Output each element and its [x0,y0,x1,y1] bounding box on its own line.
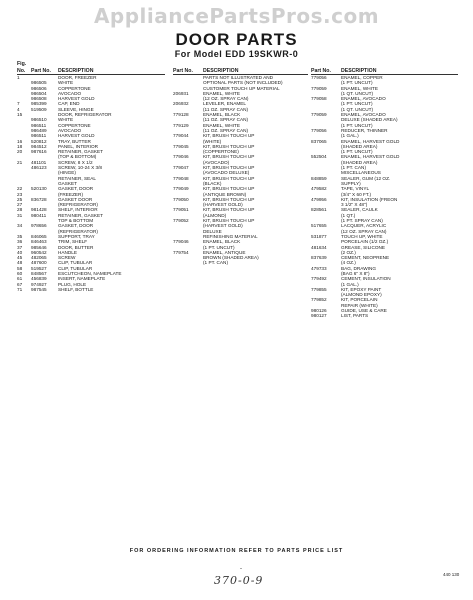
cell-description: (1 PT. UNCUT) [203,244,235,250]
cell-description: (AVOCADO DELUXE) [203,170,250,176]
cell-part-no: 206931 [173,90,189,96]
cell-part-no: 779056 [311,127,327,133]
cell-description: GASKET DOOR [58,196,93,202]
cell-description: SLEEVE, HINGE [58,106,94,112]
parts-list [17,75,165,292]
cell-description: LIST, PARTS [341,313,369,319]
cell-description: KIT, PORCELAIN [341,297,378,303]
cell-description: OPTIONAL PARTS (NOT INCLUDED) [203,80,283,86]
cell-description: BROWN (SHADED AREA) [203,255,259,261]
cell-description: (1 GAL.) [341,133,359,139]
cell-part-no: 986506 [31,85,47,91]
cell-description: SCREW, 8 X 1/2 [58,159,93,165]
cell-part-no: 519527 [31,265,47,271]
cell-part-no: 779044 [173,133,189,139]
cell-description: KIT, BRUSH TOUCH UP [203,133,255,139]
cell-description: (12 OZ. SPRAY CAN) [203,96,249,102]
cell-description: (1 PT. UNCUT) [341,101,373,107]
cell-part-no: 519509 [31,106,47,112]
cell-part-no: 779855 [311,286,327,292]
column-header [173,60,308,75]
parts-list [311,75,458,319]
cell-fig-no: 25 [17,196,23,202]
cell-description: KIT, BRUSH TOUCH UP [203,207,255,213]
cell-description: (1 PT. UNCUT) [341,80,373,86]
cell-part-no: 986508 [31,96,47,102]
cell-description: RETAINER, SEAL [58,175,96,181]
cell-part-no: 836728 [31,196,47,202]
header-fig-no: Fig. No. [17,61,27,74]
cell-description: COPPERTONE [58,85,91,91]
cell-part-no: 779051 [173,207,189,213]
column-header [17,60,165,75]
cell-part-no: 779046 [173,154,189,160]
cell-description: WHITE [58,80,74,86]
watermark: AppliancePartsPros.com [93,4,380,28]
cell-description: ENAMEL, WHITE [203,122,240,128]
cell-part-no: 987616 [31,149,47,155]
cell-description: (COPPERTONE) [203,149,239,155]
cell-description: (1 PT. UNCUT) [341,122,373,128]
cell-part-no: 456839 [31,276,47,282]
cell-description: WHITE [58,117,74,123]
cell-description: AVOCADO [58,127,82,133]
cell-description: MISCELLANEOUS [341,170,381,176]
cell-description: HARVEST GOLD [58,96,95,102]
cell-description: HARVEST GOLD [58,133,95,139]
cell-description: (ALMOND EPOXY) [341,292,382,298]
cell-description: REDUCER, THINNER [341,127,388,133]
cell-part-no: 779754 [173,249,189,255]
cell-part-no: 986489 [31,127,47,133]
cell-part-no: 980127 [311,313,327,319]
cell-description: SEALER, CAULK [341,207,378,213]
cell-description: ENAMEL, HARVEST GOLD [341,138,400,144]
cell-description: DELUXE (SHADED AREA) [341,117,398,123]
cell-description: (1 PT. SPRAY CAN) [341,218,383,224]
cell-part-no: 779048 [173,175,189,181]
cell-part-no [173,260,203,265]
cell-description: DOOR, FREEZER [58,75,97,80]
cell-description: (FREEZER) [58,191,83,197]
cell-part-no: 984512 [31,143,47,149]
cell-description: SHELF, INTERIOR [58,207,98,213]
cell-part-no: 779047 [173,165,189,171]
cell-fig-no: 1 [17,75,20,80]
cell-part-no: 779052 [173,218,189,224]
cell-description: SCREW, 10-24 X 3/8 [58,165,103,171]
cell-part-no: 779128 [173,112,189,118]
cell-part-no: 986510 [31,117,47,123]
parts-column-3 [311,60,458,319]
cell-description: (HARVEST GOLD) [203,223,243,229]
cell-description: (11 OZ. SPRAY CAN) [203,117,249,123]
cell-part-no: 974927 [31,281,47,287]
cell-part-no: 779045 [173,143,189,149]
document-code: 440 130 [443,572,460,577]
cell-description: (AVOCADO) [203,159,230,165]
cell-part-no: 779050 [173,196,189,202]
cell-fig-no: 4 [17,106,20,112]
cell-description: (HARVEST GOLD) [203,202,243,208]
cell-description: (REFRIGERATOR) [58,228,98,234]
cell-description: (4 OZ.) [341,260,356,266]
cell-part-no: 848859 [311,175,327,181]
cell-description: CLIP, TUBULAR [58,265,93,271]
parts-row [17,287,165,292]
cell-fig-no: 58 [17,265,23,271]
page-title: DOOR PARTS [175,30,298,49]
cell-description: DOOR, REFRIGERATOR [58,112,112,118]
cell-description: KIT, BRUSH TOUCH UP [203,175,255,181]
cell-description: (TOP & BOTTOM) [58,154,97,160]
cell-fig-no: 18 [17,143,23,149]
cell-fig-no: 71 [17,286,23,292]
cell-fig-no: 7 [17,101,20,107]
cell-description: KIT, BRUSH TOUCH UP [203,154,255,160]
cell-description: (SHADED AREA) [341,143,378,149]
cell-description: (BAG 6" X 8") [341,270,370,276]
cell-description: TRAY, BUTTER [58,138,91,144]
cell-part-no: 520812 [31,138,47,144]
cell-description: CEMENT, NEOPRENE [341,255,390,261]
cell-part-no: 779056 [311,75,327,80]
cell-description: LEVELER, ENAMEL [203,101,246,107]
cell-description: DOOR, BUTTER [58,244,94,250]
cell-description: (SHADED AREA) [341,159,378,165]
cell-fig-no: 23 [17,191,23,197]
cell-description: ENAMEL, WHITE [341,85,378,91]
cell-description: PLUG, HOLE [58,281,87,287]
cell-description: SHELF, BOTTLE [58,286,94,292]
cell-description: (1 QT.) [341,212,356,218]
handwritten-note: 370-0-9 [214,574,264,587]
header-description: DESCRIPTION [341,67,377,74]
cell-description: HANDLE [58,249,78,255]
cell-description: (11 OZ. SPRAY CAN) [203,106,249,112]
cell-description: GASKET, DOOR [58,186,94,192]
cell-description: LACQUER, ACRYLIC [341,223,387,229]
page-dash: - [240,566,242,572]
cell-description: COPPERTONE [58,122,91,128]
cell-description: TOUCH UP, WHITE [341,233,383,239]
model-subtitle: For Model EDD 19SKWR-0 [174,49,299,59]
cell-description: ENAMEL, BLACK [203,239,241,245]
cell-fig-no: 60 [17,270,23,276]
cell-description: (11 OZ. SPRAY CAN) [203,127,249,133]
cell-fig-no: 34 [17,223,23,229]
cell-description: ENAMEL, BLACK [203,112,241,118]
cell-part-no: 552504 [311,154,327,160]
cell-description: REPAIR (WHITE) [341,302,378,308]
cell-part-no: 986504 [31,90,47,96]
cell-fig-no: 40 [17,249,23,255]
cell-description: ENAMEL, COPPER [341,75,383,80]
cell-part-no: 481101 [31,159,47,165]
cell-part-no: 779058 [311,96,327,102]
cell-description: BAG, DRAWING [341,265,376,271]
cell-description: (ANTIQUE BROWN) [203,191,247,197]
cell-description: TRIM, SHELF [58,239,88,245]
cell-description: CUSTOMER TOUCH UP MATERIAL [203,85,280,91]
cell-fig-no: 67 [17,281,23,287]
cell-part-no: 779129 [173,122,189,128]
cell-description: (2 OZ.) [341,249,356,255]
cell-description: GUIDE, USE & CARE [341,308,387,314]
cell-description: AVOCADO [58,90,82,96]
cell-description: (WHITE) [203,138,222,144]
cell-fig-no: 21 [17,159,23,165]
parts-column-1 [17,60,165,292]
cell-description: RETAINER, GASKET [58,212,103,218]
cell-part-no: 980411 [31,212,47,218]
cell-part-no: 479582 [311,186,327,192]
header-part-no: Part No. [31,67,51,74]
cell-fig-no: 37 [17,244,23,250]
cell-description: (12 OZ. SPRAY CAN) [341,228,387,234]
cell-description: RETAINER, GASKET [58,149,103,155]
cell-part-no: 986511 [31,122,47,128]
cell-part-no: 985399 [31,101,47,107]
cell-description: KIT, EPOXY PAINT [341,286,382,292]
cell-part-no: 486123 [31,165,47,171]
cell-description: TAPE, VINYL [341,186,370,192]
cell-description: CEMENT, INSULATION [341,276,391,282]
cell-fig-no: 15 [17,112,23,118]
cell-description: ENAMEL, ANTIQUE [203,249,246,255]
cell-part-no: 479733 [311,265,327,271]
cell-description: (1 GAL.) [341,281,359,287]
header-description: DESCRIPTION [203,67,239,74]
cell-description: GASKET, DOOR [58,223,94,229]
cell-description: ENAMEL, AVOCADO [341,96,386,102]
cell-fig-no: 22 [17,186,23,192]
cell-fig-no: 35 [17,233,23,239]
cell-description: KIT, BRUSH TOUCH UP [203,143,255,149]
cell-description: KIT, BRUSH TOUCH UP [203,218,255,224]
cell-part-no: 779049 [173,186,189,192]
cell-description: CAP, END [58,101,80,107]
cell-description: ENAMEL, AVOCADO [341,112,386,118]
cell-part-no: 978656 [31,223,47,229]
cell-description: KIT, BRUSH TOUCH UP [203,186,255,192]
cell-part-no: 987545 [31,286,47,292]
cell-part-no: 779059 [311,112,327,118]
cell-part-no: 487600 [31,260,47,266]
cell-part-no: 846463 [31,239,47,245]
cell-part-no: 479956 [311,196,327,202]
cell-part-no: 779852 [311,297,327,303]
cell-description: (1 PT. CAN) [341,165,367,171]
header-part-no: Part No. [173,67,193,74]
header-part-no: Part No. [311,67,331,74]
cell-part-no: 531877 [311,233,327,239]
cell-part-no: 779492 [311,276,327,282]
cell-description: ENAMEL, HARVEST GOLD [341,154,400,160]
cell-description: GREASE, SILICONE [341,244,386,250]
cell-description: (REFRIGERATOR) [58,202,98,208]
cell-part-no: 986505 [31,80,47,86]
cell-fig-no: 28 [17,207,23,213]
cell-part-no: 986511 [31,133,47,139]
cell-part-no: 837639 [311,255,327,261]
cell-part-no: 848567 [31,270,47,276]
cell-fig-no: 16 [17,138,23,144]
cell-description: (HINGE) [58,170,76,176]
parts-column-2 [173,60,308,266]
cell-part-no: 837065 [311,138,327,144]
cell-description: KIT, INSULATION (FREON [341,196,398,202]
cell-part-no: 206932 [173,101,189,107]
cell-description: PANEL, INTERIOR [58,143,99,149]
cell-description: SUPPLY) [341,180,361,186]
cell-description: ESCUTCHEON, NAMEPLATE [58,270,122,276]
parts-row [311,313,458,318]
cell-description: (1 QT. UNCUT) [341,90,374,96]
cell-description: TOP & BOTTOM [58,218,94,224]
parts-list [173,75,308,266]
cell-description: (BLACK) [203,180,222,186]
cell-description: KIT, BRUSH TOUCH UP [203,165,255,171]
cell-description: DELUXE [203,228,222,234]
header-description: DESCRIPTION [58,67,94,74]
cell-part-no: 779046 [173,239,189,245]
cell-fig-no: 31 [17,212,23,218]
cell-part-no: 482065 [31,255,47,261]
cell-fig-no: 20 [17,149,23,155]
cell-part-no: 981428 [31,207,47,213]
cell-description: KIT, BRUSH TOUCH UP [203,196,255,202]
cell-part-no: 517655 [311,223,327,229]
cell-fig-no: 61 [17,276,23,282]
cell-fig-no: 45 [17,255,23,261]
cell-description: INSERT, NAMEPLATE [58,276,106,282]
cell-description: CLIP, TUBULAR [58,260,93,266]
cell-description: PORCELAIN (1/2 OZ.) [341,239,389,245]
cell-description: (3/4" X 60 FT.) [341,191,372,197]
cell-description: (1 QT. UNCUT) [341,106,374,112]
cell-description: (1 PT. CAN) [203,260,229,266]
cell-description: GASKET [58,180,78,186]
cell-description: (1 PT. UNCUT) [341,149,373,155]
cell-part-no: 960542 [31,249,47,255]
cell-description: SCREW [58,255,76,261]
cell-part-no: 779059 [311,85,327,91]
ordering-note: FOR ORDERING INFORMATION REFER TO PARTS PRICE LIST [129,548,344,554]
cell-part-no: 846065 [31,233,47,239]
cell-fig-no: 36 [17,239,23,245]
cell-fig-no: 27 [17,202,23,208]
cell-part-no: 985646 [31,244,47,250]
cell-description: PARTS NOT ILLUSTRATED AND [203,75,273,80]
cell-description: 3 1/2" X 48") [341,202,368,208]
cell-description: SUPPORT, TRAY [58,233,95,239]
cell-fig-no: 48 [17,260,23,266]
cell-part-no: 481634 [311,244,327,250]
cell-description: ENAMEL, WHITE [203,90,240,96]
cell-part-no: 828561 [311,207,327,213]
cell-description: REFINISHING MATERIAL [203,233,258,239]
cell-description: (ALMOND) [203,212,227,218]
cell-part-no: 520130 [31,186,47,192]
cell-description: SEALER, GUM (12 OZ. [341,175,391,181]
parts-row [173,260,308,265]
column-header [311,60,458,75]
cell-part-no: 980126 [311,308,327,314]
